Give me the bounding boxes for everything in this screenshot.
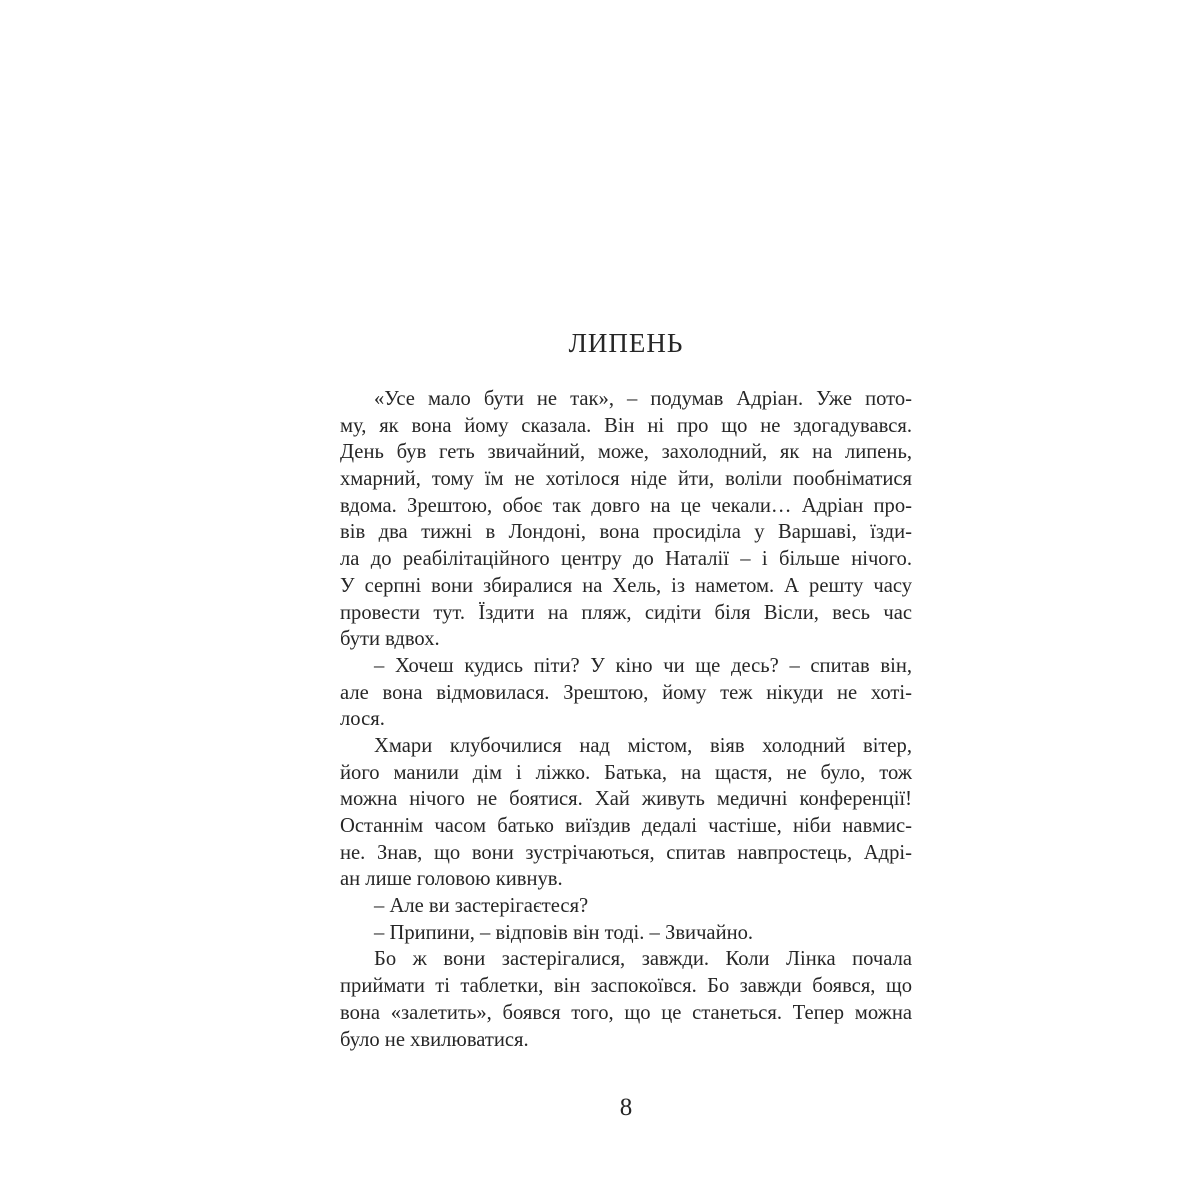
text-line: можна нічого не боятися. Хай живуть медичні конференції! [340, 788, 912, 811]
text-line: Хмари клубочилися над містом, віяв холодний вітер, [374, 734, 912, 757]
text-line: – Припини, – відповів він тоді. – Звичайно. [374, 921, 754, 944]
text-line: У серпні вони збиралися на Хель, із наметом. А решту часу [340, 574, 912, 597]
text-line: Бо ж вони застерігалися, завжди. Коли Лінка почала [374, 948, 912, 971]
text-line: му, як вона йому сказала. Він ні про що не здогадувався. [340, 414, 912, 437]
text-line: але вона відмовилася. Зрештою, йому теж нікуди не хоті- [340, 681, 912, 704]
text-line: його манили дім і ліжко. Батька, на щастя, не було, тож [340, 761, 912, 784]
text-line: Останнім часом батько виїздив дедалі частіше, ніби навмис- [340, 815, 912, 837]
text-line: вона «залетить», боявся того, що це станеться. Тепер можна [340, 1001, 912, 1024]
text-line: День був геть звичайний, може, захолодний, як на липень, [340, 441, 912, 464]
text-line: вдома. Зрештою, обоє так довго на це чекали… Адріан про- [340, 494, 912, 517]
text-line: не. Знав, що вони зустрічаються, спитав навпростець, Адрі- [340, 841, 912, 864]
text-line: бути вдвох. [340, 628, 440, 651]
text-line: провести тут. Їздити на пляж, сидіти біля Вісли, весь час [340, 601, 912, 624]
text-line: ан лише головою кивнув. [340, 868, 563, 891]
text-line: хмарний, тому їм не хотілося ніде йти, воліли пообніматися [340, 468, 912, 491]
text-line: лося. [340, 708, 385, 731]
page-number: 8 [619, 1094, 633, 1121]
text-line: вів два тижні в Лондоні, вона просиділа у Варшаві, їзди- [340, 521, 912, 544]
text-line: приймати ті таблетки, він заспокоївся. Бо завжди боявся, що [340, 975, 912, 998]
text-line: – Хочеш кудись піти? У кіно чи ще десь? – спитав він, [374, 654, 912, 677]
chapter-title: ЛИПЕНЬ [568, 328, 684, 358]
text-line: було не хвилюватися. [340, 1028, 529, 1051]
text-line: ла до реабілітаційного центру до Наталії – і більше нічого. [340, 548, 912, 571]
chapter-body-text [340, 386, 912, 1053]
text-line: – Але ви застерігаєтеся? [374, 895, 589, 918]
text-line: «Усе мало бути не так», – подумав Адріан. Уже пото- [374, 388, 912, 410]
